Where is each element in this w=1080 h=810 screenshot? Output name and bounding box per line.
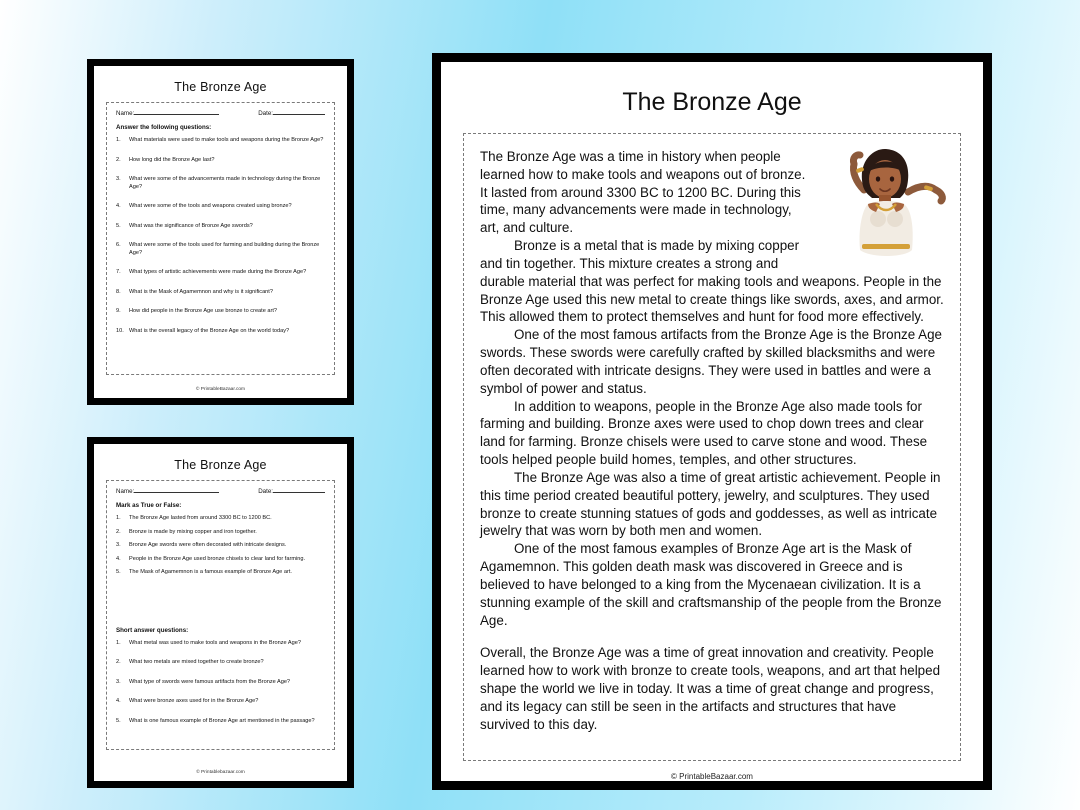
list-item: 1. The Bronze Age lasted from around 3300 BC to 1200 BC. [116,515,272,521]
list-item: 9. How did people in the Bronze Age use bronze to create art? [116,308,278,315]
passage-paragraph: The Bronze Age was also a time of great artistic achievement. People in this time period created beautiful pottery, jewelry, and sculptures. They used bronze to create stunning statues of gods and goddesses, as well as intricate jewelry that was worn by both men and women. [480,469,941,539]
item-number: 3. [116,176,121,183]
list-item: 3. What were some of the advancements made in technology during the Bronze Age? [116,176,321,190]
item-number: 3. [116,542,121,549]
list-item: 1. What metal was used to make tools and weapons in the Bronze Age? [116,639,301,646]
date-input-line[interactable] [273,492,325,493]
item-number: 4. [116,698,121,705]
questions-content-box [106,102,335,375]
item-number: 6. [116,242,121,249]
item-number: 4. [116,555,121,562]
reading-passage-inner [441,62,983,781]
item-number: 1. [116,515,121,521]
list-item: 2. How long did the Bronze Age last? [116,156,215,163]
item-number: 4. [116,203,121,210]
item-number: 3. [116,678,121,685]
list-item: 3. What type of swords were famous artifacts from the Bronze Age? [116,678,291,685]
passage-paragraph: Overall, the Bronze Age was a time of great innovation and creativity. People learned how to work with bronze to create tools, weapons, and art that helped shape the world we live in today. It was a time of great change and progress, and its legacy can still be seen in the artifacts and structures that have survived to this day. [480,645,941,732]
true-false-list [116,515,325,577]
footer-credit: © PrintableBazaar.com [671,772,753,781]
list-item: 2. Bronze is made by mixing copper and iron together. [116,528,257,535]
date-field[interactable]: Date: [258,488,325,495]
section-heading-short-answer: Short answer questions: [116,626,189,634]
footer-credit: © PrintableBazaar.com [195,387,246,392]
date-field[interactable]: Date: [258,110,325,117]
item-number: 5. [116,222,121,229]
section-heading-true-false: Mark as True or False: [116,502,182,509]
name-input-line[interactable] [134,114,219,115]
item-number: 1. [116,639,121,646]
date-input-line[interactable] [273,114,325,115]
footer-credit: © Printablebazaar.com [196,770,245,775]
list-item: 4. People in the Bronze Age used bronze chisels to clear land for farming. [116,555,305,562]
worksheet-page-truefalse[interactable] [87,437,354,788]
passage-body [463,133,961,761]
item-number: 8. [116,288,121,295]
list-item: 4. What were bronze axes used for in the Bronze Age? [116,698,259,705]
item-number: 9. [116,308,121,315]
item-number: 2. [116,528,121,535]
list-item: 2. What two metals are mixed together to create bronze? [116,659,264,666]
name-field[interactable]: Name: [116,110,219,117]
page-title: The Bronze Age [174,80,267,94]
passage-title: The Bronze Age [622,88,802,116]
list-item: 3. Bronze Age swords were often decorated with intricate designs. [116,542,287,549]
list-item: 10. What is the overall legacy of the Bronze Age on the world today? [116,328,290,335]
short-answer-list [116,640,325,726]
item-number: 10. [116,328,124,335]
item-number: 1. [116,137,121,143]
question-list [116,137,325,336]
section-heading-answer-questions: Answer the following questions: [116,124,212,131]
item-number: 2. [116,659,121,666]
reading-passage-page[interactable] [432,53,992,790]
list-item: 5. What was the significance of Bronze Age swords? [116,222,253,229]
name-date-row [116,488,325,495]
item-number: 7. [116,269,121,276]
list-item: 6. What were some of the tools used for farming and building during the Bronze Age? [116,242,320,256]
worksheet-page-truefalse-inner [94,444,347,781]
passage-paragraph: One of the most famous artifacts from the Bronze Age is the Bronze Age swords. These swords were carefully crafted by skilled blacksmiths and were often decorated with intricate designs. They were used in battles and were a symbol of power and status. [480,327,942,396]
worksheet-page-questions-inner [94,66,347,398]
name-field[interactable]: Name: [116,488,219,495]
item-number: 5. [116,569,121,576]
passage-paragraph: Bronze is a metal that is made by mixing copper and tin together. This mixture creates a strong and durable material that was perfect for making tools and weapons. People in the Bronze Age used this new metal to create things like swords, axes, and armor. This allowed them to protect themselves and hunt for food more effectively. [480,238,944,325]
passage-paragraph: One of the most famous examples of Bronze Age art is the Mask of Agamemnon. This golden death mask was discovered in Greece and is believed to have belonged to a king from the Mycenaean civilization. It is a stunning example of the skill and craftsmanship of the people from the Bronze Age. [480,541,942,628]
list-item: 8. What is the Mask of Agamemnon and why is it significant? [116,288,273,295]
page-title: The Bronze Age [174,458,267,472]
section-spacer [116,583,325,625]
passage-paragraph: The Bronze Age was a time in history when people learned how to make tools and weapons out of bronze. It lasted from around 3300 BC to 1200 BC. During this time, many advancements were made in technology, art, and culture. [480,149,806,236]
worksheet-page-questions[interactable] [87,59,354,405]
bronze-age-woman-illustration [816,146,948,264]
name-date-row [116,110,325,117]
name-input-line[interactable] [134,492,219,493]
passage-paragraph: In addition to weapons, people in the Bronze Age also made tools for farming and building. Bronze axes were used to chop down trees and clear land for farming. Bronze chisels were used to carve stone and wood. These tools helped people build homes, temples, and other structures. [480,398,928,468]
truefalse-content-box [106,480,335,750]
list-item: 5. The Mask of Agamemnon is a famous example of Bronze Age art. [116,569,292,576]
list-item: 1. What materials were used to make tools and weapons during the Bronze Age? [116,137,324,143]
item-number: 5. [116,717,121,724]
list-item: 4. What were some of the tools and weapons created using bronze? [116,203,292,210]
list-item: 7. What types of artistic achievements were made during the Bronze Age? [116,269,307,276]
item-number: 2. [116,156,121,163]
list-item: 5. What is one famous example of Bronze Age art mentioned in the passage? [116,717,315,724]
